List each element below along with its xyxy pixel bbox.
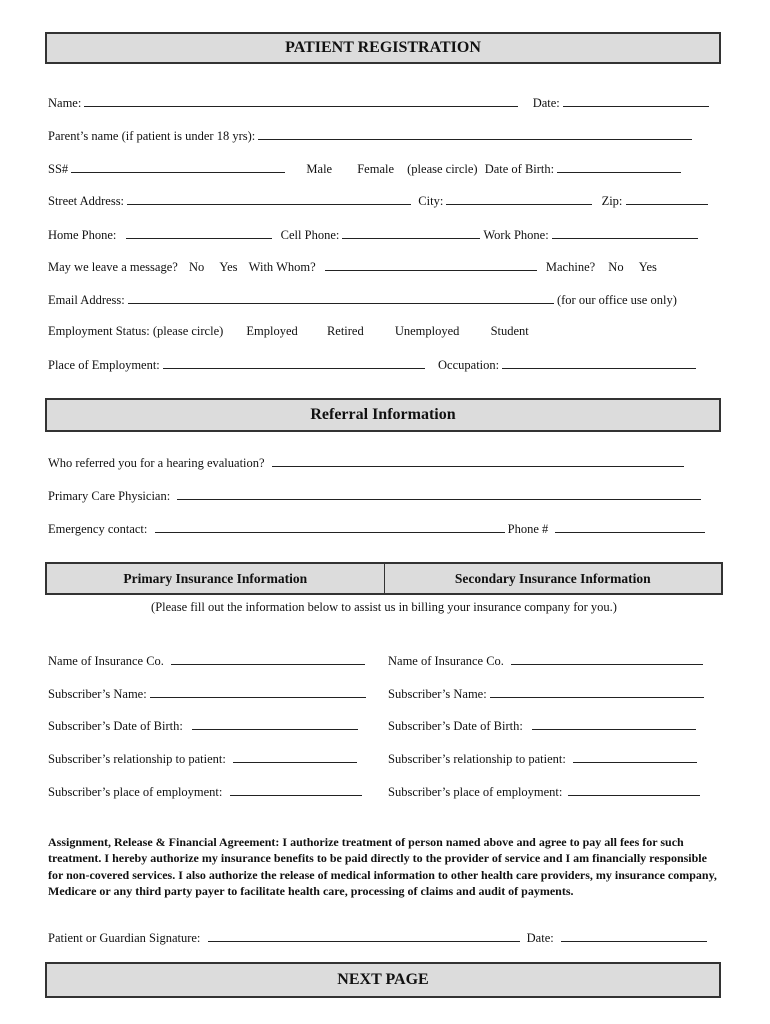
message-label: May we leave a message?	[48, 260, 178, 274]
secondary-subscriber-employment-field[interactable]	[568, 783, 700, 796]
machine-yes-option[interactable]: Yes	[638, 260, 657, 274]
secondary-company-field[interactable]	[511, 652, 703, 665]
emergency-field[interactable]	[155, 520, 505, 533]
street-label: Street Address:	[48, 194, 125, 208]
employment-label: Employment Status: (please circle)	[48, 324, 224, 338]
primary-subscriber-employment-label: Subscriber’s place of employment:	[48, 785, 223, 799]
primary-relationship-row	[48, 750, 357, 767]
email-field[interactable]	[128, 291, 554, 304]
dob-field[interactable]	[557, 160, 681, 173]
zip-field[interactable]	[626, 192, 708, 205]
employment-option-employed[interactable]: Employed	[246, 324, 298, 338]
who-referred-field[interactable]	[272, 454, 684, 467]
primary-subscriber-name-label: Subscriber’s Name:	[48, 687, 147, 701]
ss-label: SS#	[48, 162, 69, 176]
parent-row	[48, 127, 692, 144]
primary-company-field[interactable]	[171, 652, 365, 665]
cell-phone-field[interactable]	[342, 226, 480, 239]
name-field[interactable]	[84, 94, 518, 107]
place-employment-field[interactable]	[163, 356, 425, 369]
emergency-phone-label: Phone #	[507, 522, 549, 536]
employment-option-unemployed[interactable]: Unemployed	[394, 324, 460, 338]
occupation-field[interactable]	[502, 356, 696, 369]
zip-label: Zip:	[601, 194, 623, 208]
emergency-row	[48, 520, 705, 537]
secondary-subscriber-employment-label: Subscriber’s place of employment:	[388, 785, 563, 799]
signature-date-label: Date:	[526, 931, 554, 945]
primary-subscriber-name-field[interactable]	[150, 685, 366, 698]
signature-date-field[interactable]	[561, 929, 707, 942]
machine-label: Machine?	[545, 260, 596, 274]
primary-company-label: Name of Insurance Co.	[48, 654, 164, 668]
primary-subscriber-name-row	[48, 685, 366, 702]
gender-male-option[interactable]: Male	[306, 162, 333, 176]
message-no-option[interactable]: No	[188, 260, 205, 274]
name-label: Name:	[48, 96, 82, 110]
gender-female-option[interactable]: Female	[357, 162, 395, 176]
email-label: Email Address:	[48, 293, 125, 307]
message-yes-option[interactable]: Yes	[219, 260, 238, 274]
insurance-header	[45, 562, 723, 595]
secondary-company-row	[388, 652, 703, 669]
secondary-subscriber-employment-row	[388, 783, 700, 800]
secondary-subscriber-dob-label: Subscriber’s Date of Birth:	[388, 719, 523, 733]
pcp-field[interactable]	[177, 487, 701, 500]
primary-relationship-field[interactable]	[233, 750, 357, 763]
cell-phone-label: Cell Phone:	[280, 228, 340, 242]
employment-option-student[interactable]: Student	[490, 324, 529, 338]
secondary-insurance-title: Secondary Insurance Information	[384, 564, 722, 593]
primary-subscriber-employment-field[interactable]	[230, 783, 362, 796]
work-phone-field[interactable]	[552, 226, 698, 239]
secondary-relationship-label: Subscriber’s relationship to patient:	[388, 752, 566, 766]
place-employment-row	[48, 356, 696, 373]
emergency-phone-field[interactable]	[555, 520, 705, 533]
primary-insurance-title: Primary Insurance Information	[47, 564, 384, 593]
pcp-label: Primary Care Physician:	[48, 489, 171, 503]
date-field[interactable]	[563, 94, 709, 107]
employment-row	[48, 323, 529, 339]
primary-subscriber-dob-row	[48, 717, 358, 734]
dob-label: Date of Birth:	[484, 162, 555, 176]
email-row	[48, 291, 677, 308]
city-field[interactable]	[446, 192, 592, 205]
secondary-company-label: Name of Insurance Co.	[388, 654, 504, 668]
secondary-subscriber-name-field[interactable]	[490, 685, 704, 698]
primary-subscriber-employment-row	[48, 783, 362, 800]
secondary-subscriber-dob-row	[388, 717, 696, 734]
address-row	[48, 192, 708, 209]
primary-relationship-label: Subscriber’s relationship to patient:	[48, 752, 226, 766]
date-label: Date:	[532, 96, 560, 110]
work-phone-label: Work Phone:	[483, 228, 549, 242]
emergency-label: Emergency contact:	[48, 522, 148, 536]
with-whom-field[interactable]	[325, 258, 537, 271]
primary-subscriber-dob-field[interactable]	[192, 717, 358, 730]
primary-company-row	[48, 652, 365, 669]
office-use-note: (for our office use only)	[556, 293, 677, 307]
home-phone-field[interactable]	[126, 226, 272, 239]
occupation-label: Occupation:	[438, 358, 500, 372]
insurance-note: (Please fill out the information below to assist us in billing your insurance company for you.)	[151, 600, 617, 614]
street-field[interactable]	[127, 192, 411, 205]
home-phone-label: Home Phone:	[48, 228, 117, 242]
secondary-subscriber-name-row	[388, 685, 704, 702]
city-label: City:	[418, 194, 444, 208]
page-title: PATIENT REGISTRATION	[45, 32, 721, 64]
secondary-relationship-row	[388, 750, 697, 767]
place-employment-label: Place of Employment:	[48, 358, 160, 372]
secondary-subscriber-dob-field[interactable]	[532, 717, 696, 730]
referral-section-title: Referral Information	[45, 398, 721, 432]
ss-field[interactable]	[71, 160, 285, 173]
employment-option-retired[interactable]: Retired	[326, 324, 364, 338]
secondary-subscriber-name-label: Subscriber’s Name:	[388, 687, 487, 701]
secondary-relationship-field[interactable]	[573, 750, 697, 763]
primary-subscriber-dob-label: Subscriber’s Date of Birth:	[48, 719, 183, 733]
next-page-banner[interactable]: NEXT PAGE	[45, 962, 721, 998]
parent-field[interactable]	[258, 127, 692, 140]
signature-row	[48, 929, 707, 946]
circle-note: (please circle)	[407, 162, 478, 176]
name-row	[48, 94, 709, 111]
signature-label: Patient or Guardian Signature:	[48, 931, 201, 945]
who-referred-row	[48, 454, 684, 471]
parent-label: Parent’s name (if patient is under 18 yrs):	[48, 129, 256, 143]
financial-agreement-text: Assignment, Release & Financial Agreement: I authorize treatment of person named above and agree to pay all fees for such treatment. I hereby authorize my insurance benefits to be paid directly to the provider of service and I am financially responsible for non-covered services. I also authorize the release of medical information to other health care providers, my insurance company, Medicare or any third party payer to facilitate health care, processing of claims and audit of payments.	[48, 835, 717, 899]
signature-field[interactable]	[208, 929, 520, 942]
with-whom-label: With Whom?	[248, 260, 316, 274]
pcp-row	[48, 487, 701, 504]
message-row	[48, 258, 657, 275]
machine-no-option[interactable]: No	[608, 260, 624, 274]
ss-row	[48, 160, 681, 177]
who-referred-label: Who referred you for a hearing evaluation?	[48, 456, 265, 470]
phone-row	[48, 226, 698, 243]
